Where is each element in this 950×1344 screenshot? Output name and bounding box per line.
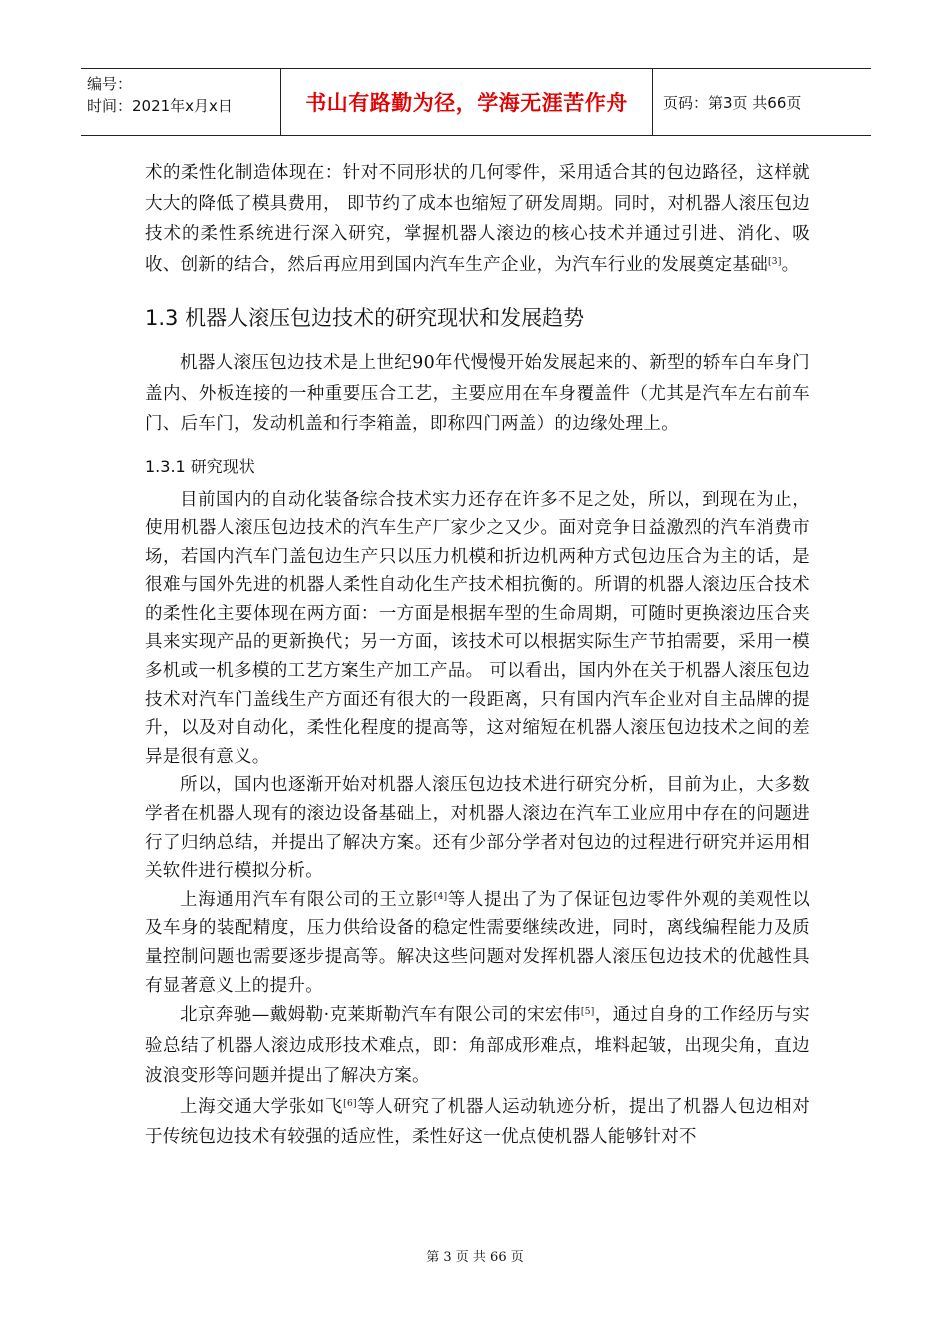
section-heading-1-3-1: 1.3.1 研究现状: [145, 456, 255, 476]
paragraph-wang-liying: 上海通用汽车有限公司的王立影[4]等人提出了为了保证包边零件外观的美观性以及车身的装配精度，压力供给设备的稳定性需要继续改进，同时，离线编程能力及质量控制问题也需要逐步提高等。解决这些问题对发挥机器人滚压包边技术的优越性具有显著意义上的提升。: [145, 889, 811, 996]
paragraph-research-analysis: 所以，国内也逐渐开始对机器人滚压包边技术进行研究分析，目前为止，大多数学者在机器人现有的滚边设备基础上，对机器人滚边在汽车工业应用中存在的问题进行了归纳总结，并提出了解决方案。还有少部分学者对包边的过程进行研究并运用相关软件进行模拟分析。: [145, 775, 810, 882]
document-body: [145, 158, 810, 1153]
citation-ref: [4]: [433, 891, 448, 902]
number-label: 编号：: [87, 75, 133, 93]
time-label: 时间：2021年x月x日: [87, 97, 233, 115]
paragraph-song-hongwei: 北京奔驰—戴姆勒·克莱斯勒汽车有限公司的宋宏伟[5]，通过自身的工作经历与实验总结了机器人滚边成形技术难点，即：角部成形难点，堆料起皱，出现尖角，直边波浪变形等问题并提出了解决方案。: [145, 1005, 810, 1087]
citation-ref: [5]: [580, 1007, 595, 1018]
paragraph-zhang-rufei: 上海交通大学张如飞[6]等人研究了机器人运动轨迹分析，提出了机器人包边相对于传统包边技术有较强的适应性，柔性好这一优点使机器人能够针对不: [145, 1096, 811, 1148]
header-meta: [81, 69, 281, 135]
section-1-3-paragraph: 机器人滚压包边技术是上世纪90年代慢慢开始发展起来的、新型的轿车白车身门盖内、外板连接的一种重要压合工艺，主要应用在车身覆盖件（尤其是汽车左右前车门、后车门，发动机盖和行李箱盖，即称四门两盖）的边缘处理上。: [145, 353, 810, 434]
page-header: [81, 68, 871, 136]
header-motto: 书山有路勤为径，学海无涯苦作舟: [281, 69, 653, 135]
header-page-info: 页码：第3页 共66页: [663, 93, 802, 112]
paragraph-domestic-status: 目前国内的自动化装备综合技术实力还存在许多不足之处，所以，到现在为止，使用机器人滚压包边技术的汽车生产厂家少之又少。面对竞争日益激烈的汽车消费市场，若国内汽车门盖包边生产只以压力机模和折边机两种方式包边压合为主的话，是很难与国外先进的机器人柔性自动化生产技术相抗衡的。所谓的机器人滚边压合技术的柔性化主要体现在两方面：一方面是根据车型的生命周期，可随时更换滚边压合夹具来实现产品的更新换代；另一方面，该技术可以根据实际生产节拍需要，采用一模多机或一机多模的工艺方案生产加工产品。 可以看出，国内外在关于机器人滚压包边技术对汽车门盖线生产方面还有很大的一段距离，只有国内汽车企业对自主品牌的提升，以及对自动化，柔性化程度的提高等，这对缩短在机器人滚压包边技术之间的差异是很有意义。: [145, 489, 810, 767]
page-footer: 第 3 页 共 66 页: [426, 1250, 524, 1265]
section-heading-1-3: 1.3 机器人滚压包边技术的研究现状和发展趋势: [145, 306, 585, 330]
citation-ref: [6]: [343, 1098, 357, 1109]
citation-ref: [3]: [768, 256, 782, 267]
intro-paragraph: 术的柔性化制造体现在：针对不同形状的几何零件，采用适合其的包边路径，这样就大大的降低了模具费用， 即节约了成本也缩短了研发周期。同时，对机器人滚压包边技术的柔性系统进行深入研究，掌握机器人滚边的核心技术并通过引进、消化、吸收、创新的结合，然后再应用到国内汽车生产企业，为汽车行业的发展奠定基础[3]。: [145, 163, 810, 275]
